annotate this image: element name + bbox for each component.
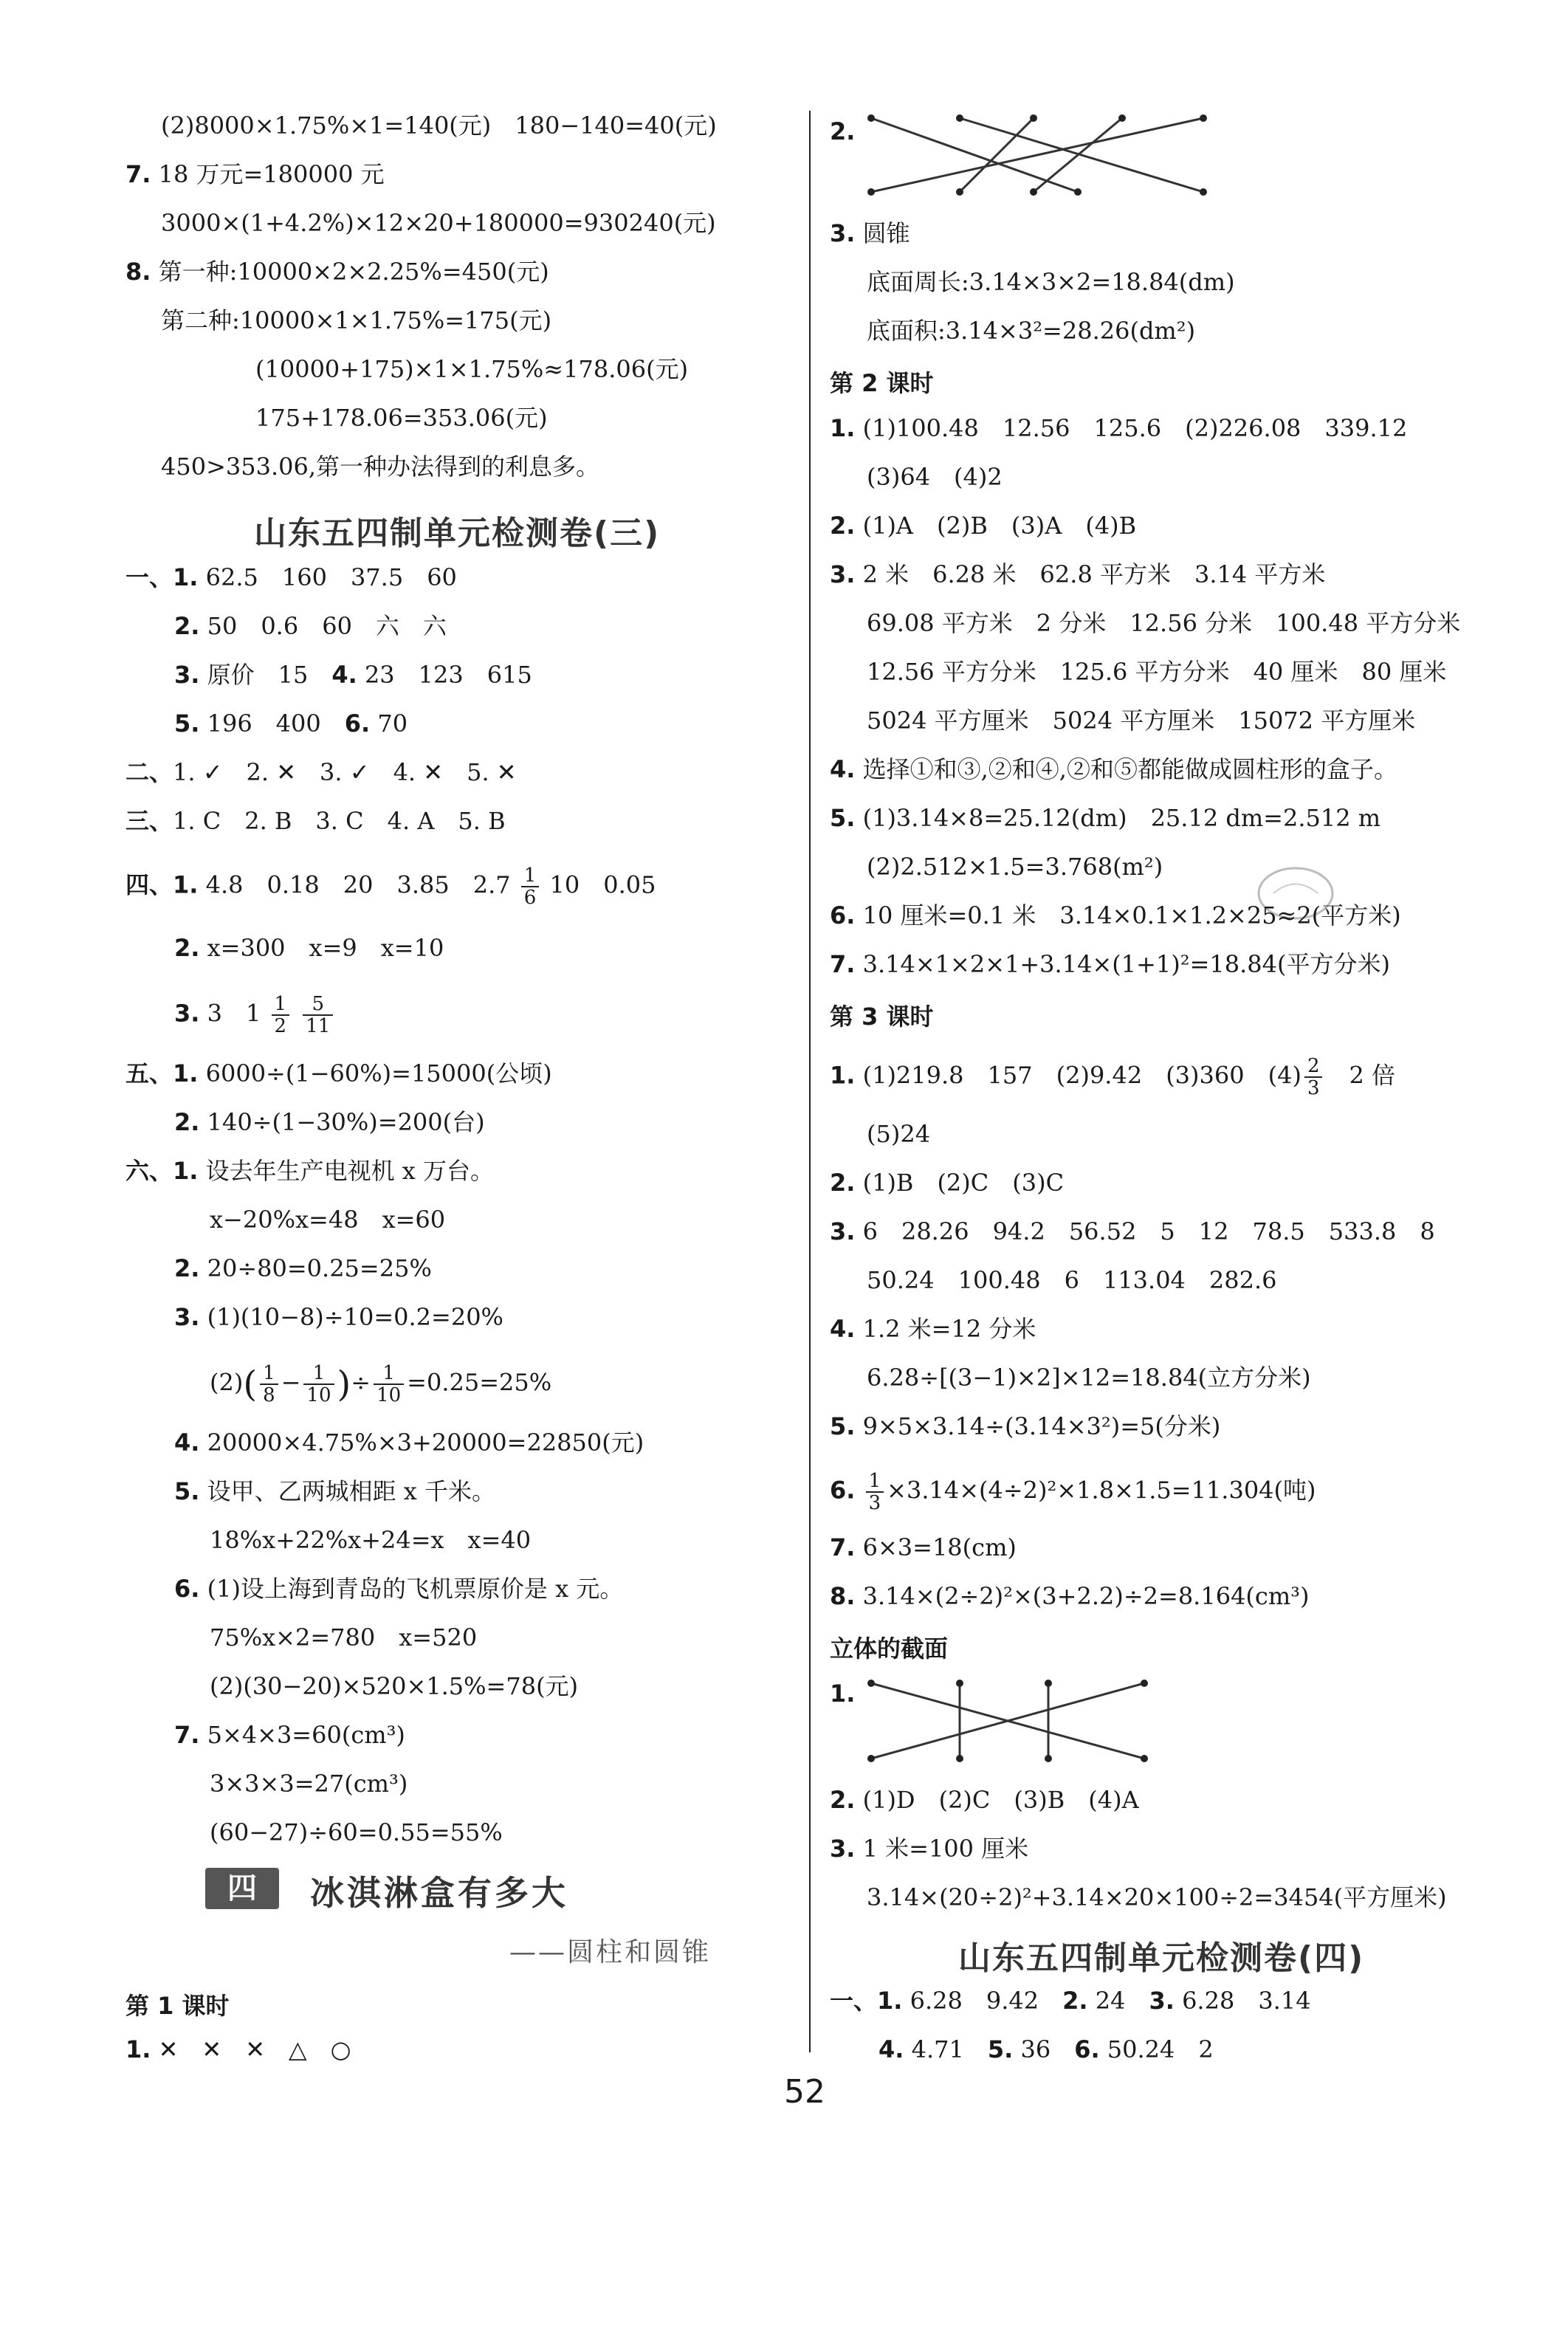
match-dot xyxy=(956,114,963,122)
column-divider xyxy=(809,111,811,2052)
match-dot xyxy=(1030,188,1037,196)
fraction: $\frac{1}{10}$ xyxy=(303,1363,334,1406)
answer-line: 6. (1)设上海到青岛的飞机票原价是 x 元。 xyxy=(174,1575,624,1603)
answer-line: (5)24 xyxy=(867,1120,931,1148)
answer-line: 7. 3.14×1×2×1+3.14×(1+1)²=18.84(平方分米) xyxy=(830,950,1390,978)
stamp-mark xyxy=(1273,884,1318,894)
match-dot xyxy=(1074,188,1082,196)
answer-line: 五、1. 6000÷(1−60%)=15000(公顷) xyxy=(125,1059,552,1087)
answer-line: 4. 1.2 米=12 分米 xyxy=(830,1315,1036,1343)
match-dot xyxy=(1045,1680,1052,1687)
answer-line: 3. 6 28.26 94.2 56.52 5 12 78.5 533.8 8 xyxy=(830,1217,1435,1245)
answer-line: 一、1. 6.28 9.42 2. 24 3. 6.28 3.14 xyxy=(830,1987,1311,2015)
answer-line: (60−27)÷60=0.55=55% xyxy=(210,1818,503,1846)
unit-title: 冰淇淋盒有多大 xyxy=(310,1873,568,1913)
answer-line: 4. 4.71 5. 36 6. 50.24 2 xyxy=(878,2035,1214,2063)
answer-line: 6. 10 厘米=0.1 米 3.14×0.1×1.2×25≈2(平方米) xyxy=(830,901,1401,929)
answer-line: 2. x=300 x=9 x=10 xyxy=(174,934,444,962)
fraction: $\frac{1}{2}$ xyxy=(272,994,290,1037)
answer-line: 二、1. ✓ 2. ✕ 3. ✓ 4. ✕ 5. ✕ xyxy=(125,758,517,786)
answer-line: 6. $\frac{1}{3}$ ×3.14×(4÷2)²×1.8×1.5=11.304(吨) xyxy=(830,1470,1316,1514)
answer-line: 六、1. 设去年生产电视机 x 万台。 xyxy=(125,1157,495,1185)
answer-line: 5. 196 400 6. 70 xyxy=(174,709,408,738)
answer-line: 4. 选择①和③,②和④,②和⑤都能做成圆柱形的盒子。 xyxy=(830,755,1397,783)
answer-line: 75%x×2=780 x=520 xyxy=(210,1623,478,1651)
answer-line: 5024 平方厘米 5024 平方厘米 15072 平方厘米 xyxy=(867,707,1416,735)
answer-line: 3. 圆锥 xyxy=(830,219,910,247)
section-matching-figure xyxy=(864,1668,1159,1772)
answer-line: 2. 140÷(1−30%)=200(台) xyxy=(174,1108,485,1136)
fraction: $\frac{5}{11}$ xyxy=(303,994,333,1037)
answer-line: 2. (1)A (2)B (3)A (4)B xyxy=(830,512,1137,540)
answer-line: 5. (1)3.14×8=25.12(dm) 25.12 dm=2.512 m xyxy=(830,804,1381,832)
match-dot xyxy=(1200,114,1207,122)
answer-line: 175+178.06=353.06(元) xyxy=(255,404,548,432)
fraction: $\frac{1}{3}$ xyxy=(866,1471,884,1513)
fraction: $\frac{1}{6}$ xyxy=(521,865,540,908)
answer-line: 7. 18 万元=180000 元 xyxy=(125,160,385,188)
answer-line: 3×3×3=27(cm³) xyxy=(210,1770,408,1798)
match-dot xyxy=(867,1755,875,1762)
match-dot xyxy=(956,1680,963,1687)
match-dot xyxy=(956,188,963,196)
fraction: $\frac{1}{8}$ xyxy=(260,1363,278,1406)
section-heading: 立体的截面 xyxy=(830,1635,949,1663)
matching-lines-figure xyxy=(864,103,1218,199)
match-dot xyxy=(1045,1755,1052,1762)
match-line xyxy=(1034,118,1122,192)
lesson-heading: 第 3 课时 xyxy=(830,1003,934,1031)
answer-line: 3. 1 米=100 厘米 xyxy=(830,1835,1029,1863)
answer-line: 3. 2 米 6.28 米 62.8 平方米 3.14 平方米 xyxy=(830,560,1326,588)
answer-line: 1. xyxy=(830,1680,856,1708)
answer-line: 2. (1)D (2)C (3)B (4)A xyxy=(830,1786,1139,1814)
answer-line: 底面积:3.14×3²=28.26(dm²) xyxy=(867,317,1196,345)
page-number: 52 xyxy=(784,2073,825,2111)
match-dot xyxy=(1141,1680,1148,1687)
answer-line: 3. 3 1 $\frac{1}{2}$ $\frac{5}{11}$ xyxy=(174,994,336,1037)
answer-line: 2. xyxy=(830,117,856,145)
answer-line: 2. (1)B (2)C (3)C xyxy=(830,1169,1065,1197)
match-dot xyxy=(867,188,875,196)
answer-line: 5. 设甲、乙两城相距 x 千米。 xyxy=(174,1477,495,1505)
match-dot xyxy=(1141,1755,1148,1762)
answer-line: (2)(30−20)×520×1.5%=78(元) xyxy=(210,1672,579,1700)
test4-title: 山东五四制单元检测卷(四) xyxy=(958,1939,1365,1977)
answer-line: 6.28÷[(3−1)×2]×12=18.84(立方分米) xyxy=(867,1364,1311,1392)
match-line xyxy=(871,118,1203,192)
answer-line: 4. 20000×4.75%×3+20000=22850(元) xyxy=(174,1429,644,1457)
answer-line: (10000+175)×1×1.75%≈178.06(元) xyxy=(255,355,689,383)
answer-line: 2. 50 0.6 60 六 六 xyxy=(174,612,447,640)
answer-line: 四、1. 4.8 0.18 20 3.85 2.7 $\frac{1}{6}$ 10 0.05 xyxy=(125,865,656,909)
answer-line: (2)( $\frac{1}{8}$ − $\frac{1}{10}$ )÷ $\frac{1}{10}$ =0.25=25% xyxy=(210,1362,552,1406)
answer-line: 7. 5×4×3=60(cm³) xyxy=(174,1721,405,1749)
answer-line: (3)64 (4)2 xyxy=(867,463,1003,491)
match-dot xyxy=(867,1680,875,1687)
answer-line: 1. ✕ ✕ ✕ △ ○ xyxy=(125,2035,351,2063)
answer-line: 第二种:10000×1×1.75%=175(元) xyxy=(161,306,552,334)
answer-line: 3.14×(20÷2)²+3.14×20×100÷2=3454(平方厘米) xyxy=(867,1883,1447,1911)
answer-line: (2)8000×1.75%×1=140(元) 180−140=40(元) xyxy=(161,111,717,140)
answer-line: 3. 原价 15 4. 23 123 615 xyxy=(174,661,532,689)
unit-number-badge: 四 xyxy=(205,1868,279,1909)
answer-line: 50.24 100.48 6 113.04 282.6 xyxy=(867,1266,1277,1294)
answer-line: 8. 3.14×(2÷2)²×(3+2.2)÷2=8.164(cm³) xyxy=(830,1582,1310,1610)
test3-title: 山东五四制单元检测卷(三) xyxy=(254,515,661,552)
answer-line: 12.56 平方分米 125.6 平方分米 40 厘米 80 厘米 xyxy=(867,658,1447,686)
answer-line: 3000×(1+4.2%)×12×20+180000=930240(元) xyxy=(161,209,716,237)
answer-line: 2. 20÷80=0.25=25% xyxy=(174,1254,432,1282)
answer-line: x−20%x=48 x=60 xyxy=(210,1206,446,1234)
match-dot xyxy=(956,1755,963,1762)
answer-line: 1. (1)100.48 12.56 125.6 (2)226.08 339.12 xyxy=(830,414,1408,442)
fraction: $\frac{2}{3}$ xyxy=(1304,1056,1323,1099)
match-dot xyxy=(1030,114,1037,122)
answer-line: 一、1. 62.5 160 37.5 60 xyxy=(125,563,457,591)
answer-line: 450>353.06,第一种办法得到的利息多。 xyxy=(161,453,600,481)
lesson-heading: 第 1 课时 xyxy=(125,1992,230,2020)
answer-line: 5. 9×5×3.14÷(3.14×3²)=5(分米) xyxy=(830,1412,1221,1440)
answer-line: 三、1. C 2. B 3. C 4. A 5. B xyxy=(125,807,506,835)
match-dot xyxy=(867,114,875,122)
answer-line: 1. (1)219.8 157 (2)9.42 (3)360 (4) $\frac{2}{3}$ 2 倍 xyxy=(830,1055,1396,1099)
answer-line: 8. 第一种:10000×2×2.25%=450(元) xyxy=(125,258,549,286)
answer-line: 7. 6×3=18(cm) xyxy=(830,1533,1017,1561)
answer-line: 3. (1)(10−8)÷10=0.2=20% xyxy=(174,1303,503,1331)
unit-subtitle: ——圆柱和圆锥 xyxy=(509,1937,712,1967)
answer-line: 底面周长:3.14×3×2=18.84(dm) xyxy=(867,268,1235,296)
match-dot xyxy=(1200,188,1207,196)
fraction: $\frac{1}{10}$ xyxy=(374,1363,404,1406)
answer-line: 18%x+22%x+24=x x=40 xyxy=(210,1526,532,1554)
answer-line: (2)2.512×1.5=3.768(m²) xyxy=(867,853,1163,881)
answer-line: 69.08 平方米 2 分米 12.56 分米 100.48 平方分米 xyxy=(867,609,1461,637)
match-dot xyxy=(1118,114,1126,122)
lesson-heading: 第 2 课时 xyxy=(830,369,934,397)
